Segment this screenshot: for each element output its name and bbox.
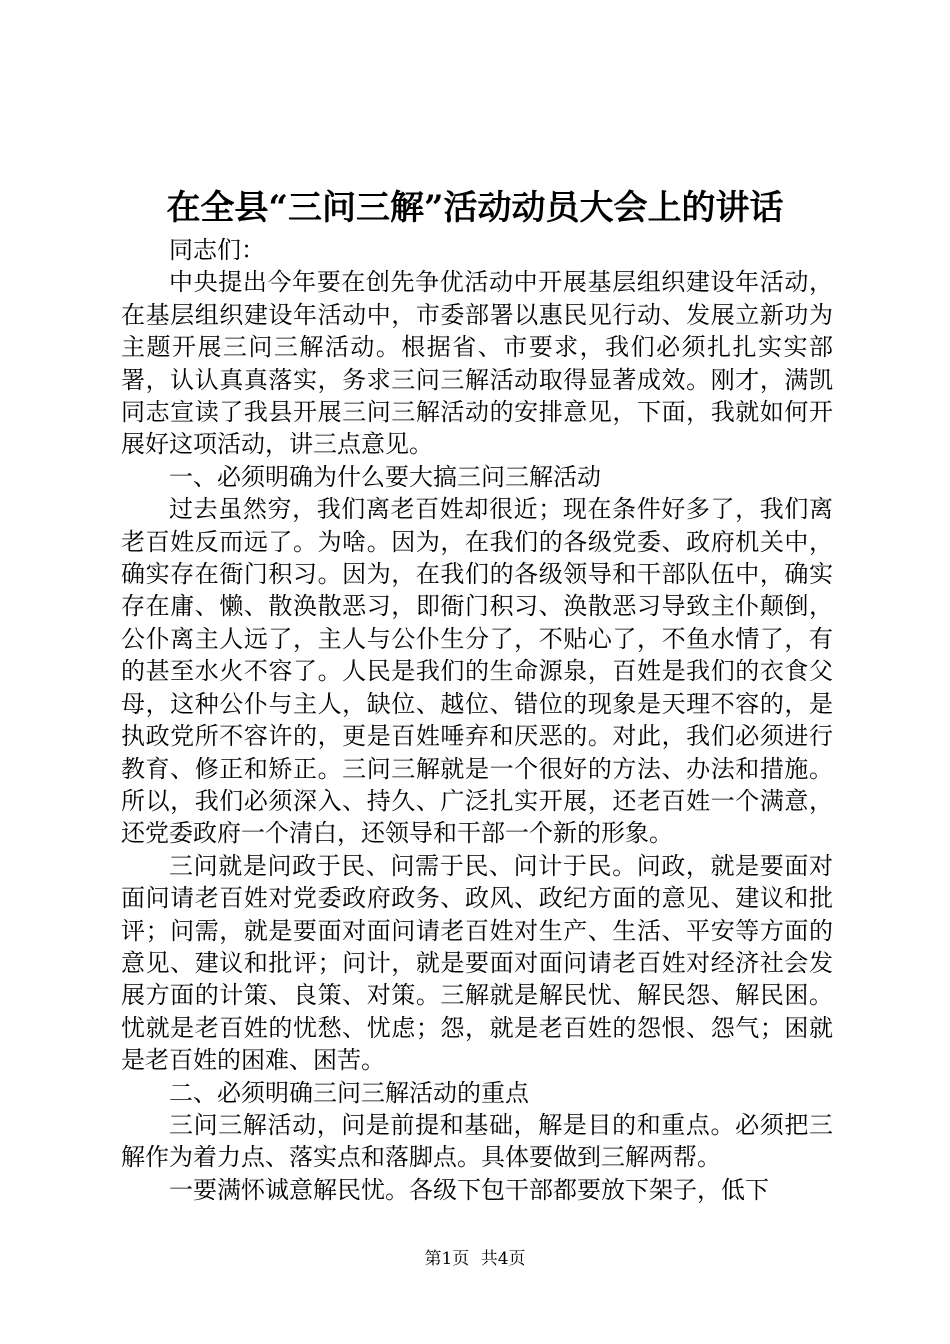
document-body: [121, 234, 833, 1206]
paragraph: 过去虽然穷，我们离老百姓却很近；现在条件好多了，我们离老百姓反而远了。为啥。因为，在我们的各级党委、政府机关中，确实存在衙门积习。因为，在我们的各级领导和干部队伍中，确实存在庸、懒、散涣散恶习，即衙门积习、涣散恶习导致主仆颠倒，公仆离主人远了，主人与公仆生分了，不贴心了，不鱼水情了，有的甚至水火不容了。人民是我们的生命源泉，百姓是我们的衣食父母，这种公仆与主人，缺位、越位、错位的现象是天理不容的，是执政党所不容许的，更是百姓唾弃和厌恶的。对此，我们必须进行教育、修正和矫正。三问三解就是一个很好的方法、办法和措施。所以，我们必须深入、持久、广泛扎实开展，还老百姓一个满意，还党委政府一个清白，还领导和干部一个新的形象。: [121, 495, 833, 848]
page-number: 第1页: [424, 1249, 470, 1269]
paragraph: 三问三解活动，问是前提和基础，解是目的和重点。必须把三解作为着力点、落实点和落脚点。具体要做到三解两帮。: [121, 1110, 833, 1172]
section-heading-2: 二、必须明确三问三解活动的重点: [169, 1078, 529, 1107]
section-heading-1: 一、必须明确为什么要大搞三问三解活动: [169, 462, 601, 491]
paragraph-salutation: 同志们：: [169, 236, 265, 264]
page-footer: [0, 1244, 950, 1269]
page-total: 共4页: [480, 1249, 526, 1269]
paragraph: 三问就是问政于民、问需于民、问计于民。问政，就是要面对面问请老百姓对党委政府政务、政风、政纪方面的意见、建议和批评；问需，就是要面对面问请老百姓对生产、生活、平安等方面的意见、建议和批评；问计，就是要面对面问请老百姓对经济社会发展方面的计策、良策、对策。三解就是解民忧、解民怨、解民困。忧就是老百姓的忧愁、忧虑；怨，就是老百姓的怨恨、怨气；困就是老百姓的困难、困苦。: [121, 851, 833, 1075]
paragraph: 一要满怀诚意解民忧。各级下包干部都要放下架子，低下: [169, 1175, 769, 1204]
document-title: 在全县“三问三解”活动动员大会上的讲话: [166, 188, 784, 228]
paragraph-intro: 中央提出今年要在创先争优活动中开展基层组织建设年活动，在基层组织建设年活动中，市委部署以惠民见行动、发展立新功为主题开展三问三解活动。根据省、市要求，我们必须扎扎实实部署，认认真真落实，务求三问三解活动取得显著成效。刚才，满凯同志宣读了我县开展三问三解活动的安排意见，下面，我就如何开展好这项活动，讲三点意见。: [121, 268, 833, 459]
